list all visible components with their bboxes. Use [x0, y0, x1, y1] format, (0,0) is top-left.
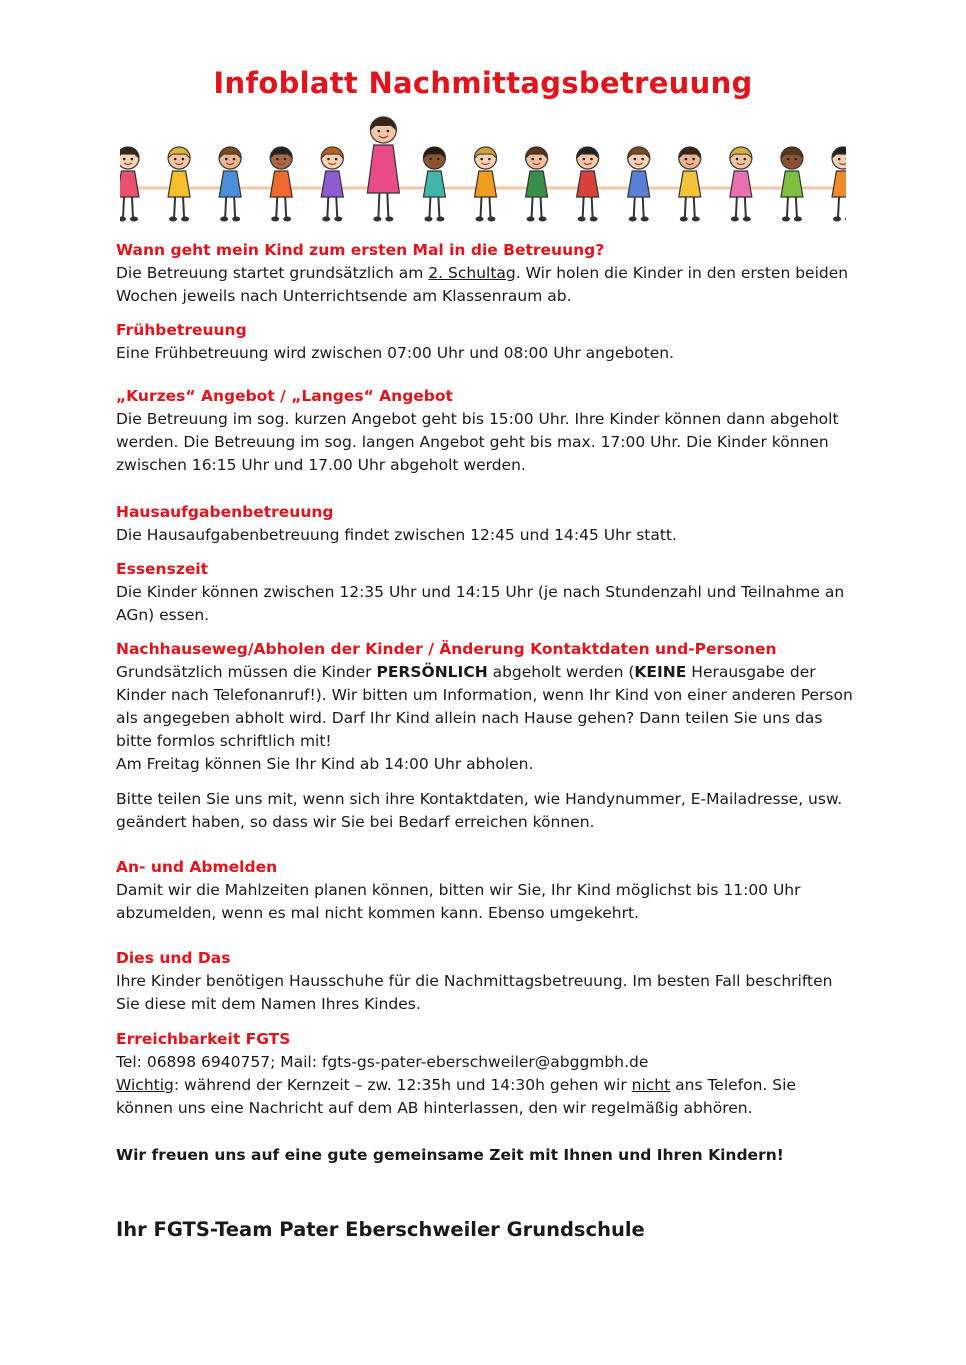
text-run: Grundsätzlich müssen die Kinder: [116, 663, 377, 681]
underlined-text: 2. Schultag: [428, 264, 516, 282]
section-essenszeit: [116, 558, 856, 627]
document-title: Infoblatt Nachmittagsbetreuung: [213, 66, 753, 100]
bold-text: PERSÖNLICH: [376, 663, 488, 681]
contact-line: Tel: 06898 6940757; Mail: fgts-gs-pater-eberschweiler@abggmbh.de: [116, 1053, 649, 1071]
section-fruehbetreuung: [116, 319, 856, 365]
section-heading: Wann geht mein Kind zum ersten Mal in die Betreuung?: [116, 241, 605, 259]
section-text: Ihre Kinder benötigen Hausschuhe für die Nachmittagsbetreuung. Im besten Fall beschriften Sie diese mit dem Namen Ihres Kindes.: [116, 972, 833, 1013]
section-text: Die Hausaufgabenbetreuung findet zwischen 12:45 und 14:45 Uhr statt.: [116, 526, 677, 544]
section-text: Eine Frühbetreuung wird zwischen 07:00 Uhr und 08:00 Uhr angeboten.: [116, 344, 675, 362]
section-angebot: [116, 385, 856, 477]
closing-line: Wir freuen uns auf eine gute gemeinsame Zeit mit Ihnen und Ihren Kindern!: [116, 1146, 784, 1164]
section-heading: An- und Abmelden: [116, 858, 278, 876]
children-holding-hands-illustration: [120, 108, 846, 226]
section-heading: „Kurzes“ Angebot / „Langes“ Angebot: [116, 387, 453, 405]
section-dies-und-das: [116, 947, 856, 1016]
text-run: Die Betreuung startet grundsätzlich am: [116, 264, 429, 282]
section-text: [116, 1074, 856, 1120]
section-hausaufgaben: [116, 501, 856, 547]
section-heading: Frühbetreuung: [116, 321, 247, 339]
section-text: Die Kinder können zwischen 12:35 Uhr und 14:15 Uhr (je nach Stundenzahl und Teilnahme an AGn) essen.: [116, 583, 845, 624]
section-text: [116, 661, 856, 753]
section-heading: Essenszeit: [116, 560, 209, 578]
text-run: . Wir holen die Kinder in den ersten beiden Wochen jeweils nach Unterrichtsende am Klassenraum ab.: [116, 264, 849, 305]
bold-text: KEINE: [634, 663, 687, 681]
section-heading: Dies und Das: [116, 949, 231, 967]
text-run: : während der Kernzeit – zw. 12:35h und 14:30h gehen wir: [173, 1076, 632, 1094]
section-an-abmelden: [116, 856, 856, 925]
section-nachhauseweg: [116, 638, 856, 834]
section-text-kontakt: Bitte teilen Sie uns mit, wenn sich ihre Kontaktdaten, wie Handynummer, E-Mailadresse, usw. geändert haben, so dass wir Sie bei Bedarf erreichen können.: [116, 790, 843, 831]
section-text: Damit wir die Mahlzeiten planen können, bitten wir Sie, Ihr Kind möglichst bis 11:00 Uhr abzumelden, wenn es mal nicht kommen kann. Ebenso umgekehrt.: [116, 881, 801, 922]
document-body: [116, 239, 856, 1167]
signature-line: Ihr FGTS-Team Pater Eberschweiler Grundschule: [116, 1218, 645, 1241]
text-run: Herausgabe der Kinder nach Telefonanruf!). Wir bitten um Information, wenn Ihr Kind von einer anderen Person als angegeben abholt wird. Darf Ihr Kind allein nach Hause gehen? Dann teilen Sie uns das bitte formlos schriftlich mit!: [116, 663, 853, 750]
section-text: Die Betreuung im sog. kurzen Angebot geht bis 15:00 Uhr. Ihre Kinder können dann abgeholt werden. Die Betreuung im sog. langen Angebot geht bis max. 17:00 Uhr. Die Kinder können zwischen 16:15 Uhr und 17.00 Uhr abgeholt werden.: [116, 410, 839, 474]
section-heading: Erreichbarkeit FGTS: [116, 1030, 291, 1048]
section-heading: Hausaufgabenbetreuung: [116, 503, 334, 521]
section-text: [116, 262, 856, 308]
underlined-text: nicht: [631, 1076, 671, 1094]
section-start: [116, 239, 856, 308]
section-erreichbarkeit: [116, 1028, 856, 1120]
text-run: ans Telefon. Sie können uns eine Nachricht auf dem AB hinterlassen, den wir regelmäßig abhören.: [116, 1076, 796, 1117]
text-run: abgeholt werden (: [487, 663, 635, 681]
underlined-text: Wichtig: [116, 1076, 174, 1094]
section-heading: Nachhauseweg/Abholen der Kinder / Änderung Kontaktdaten und-Personen: [116, 640, 777, 658]
section-text-freitag: Am Freitag können Sie Ihr Kind ab 14:00 Uhr abholen.: [116, 755, 534, 773]
